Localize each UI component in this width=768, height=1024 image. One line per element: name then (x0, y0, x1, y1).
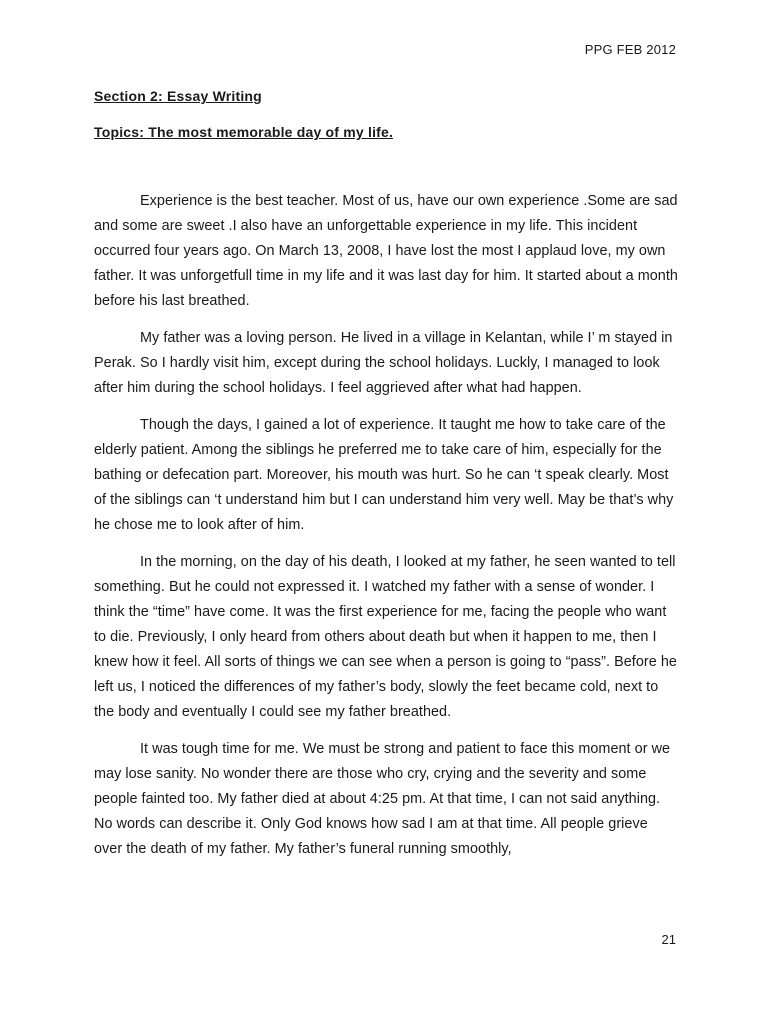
page-number: 21 (661, 932, 676, 947)
paragraph: In the morning, on the day of his death, I looked at my father, he seen wanted to tell something. But he could not expressed it. I watched my father with a sense of wonder. I think the “time” have come. It was the first experience for me, facing the people who want to die. Previously, I only heard from others about death but when it happen to me, then I knew how it feel. All sorts of things we can see when a person is going to “pass”. Before he left us, I noticed the differences of my father’s body, slowly the feet became cold, next to the body and eventually I could see my father breathed. (94, 554, 677, 720)
paragraph: It was tough time for me. We must be strong and patient to face this moment or we may lose sanity. No wonder there are those who cry, crying and the severity and some people fainted too. My father died at about 4:25 pm. At that time, I can not said anything. No words can describe it. Only God knows how sad I am at that time. All people grieve over the death of my father. My father’s funeral running smoothly, (94, 741, 671, 857)
essay-topic: Topics: The most memorable day of my life. (94, 124, 394, 140)
paragraph: My father was a loving person. He lived in a village in Kelantan, while I’ m stayed in Perak. So I hardly visit him, except during the school holidays. Luckly, I managed to look after him during the school holidays. I feel aggrieved after what had happen. (94, 330, 673, 396)
essay-body (94, 189, 679, 874)
paragraph: Experience is the best teacher. Most of us, have our own experience .Some are sad and some are sweet .I also have an unforgettable experience in my life. This incident occurred four years ago. On March 13, 2008, I have lost the most I applaud love, my own father. It was unforgetfull time in my life and it was last day for him. It started about a month before his last breathed. (94, 193, 678, 309)
section-title: Section 2: Essay Writing (94, 88, 262, 104)
running-header: PPG FEB 2012 (584, 42, 676, 57)
paragraph: Though the days, I gained a lot of experience. It taught me how to take care of the elderly patient. Among the siblings he preferred me to take care of him, especially for the bathing or defecation part. Moreover, his mouth was hurt. So he can ‘t speak clearly. Most of the siblings can ‘t understand him but I can understand him very well. May be that’s why he chose me to look after of him. (94, 417, 674, 533)
